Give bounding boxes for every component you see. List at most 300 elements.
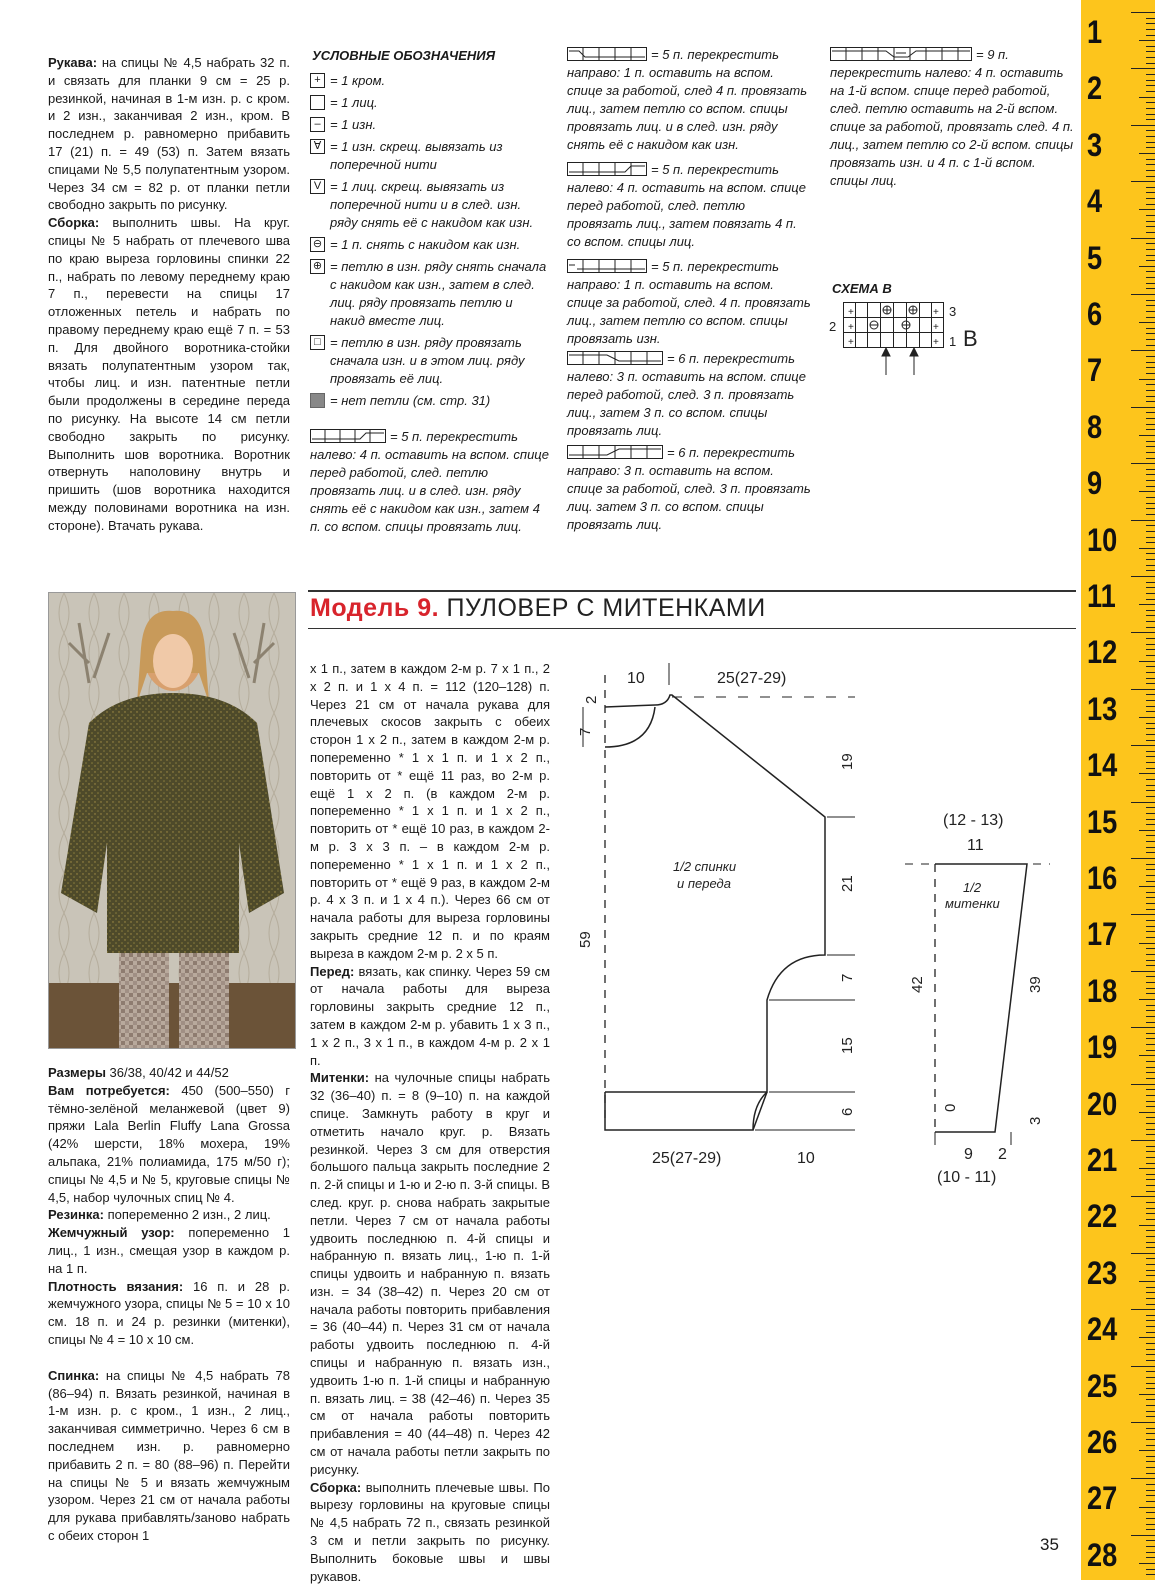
ruler-tick [1146, 976, 1155, 977]
ruler-tick [1139, 153, 1155, 154]
ruler-tick [1146, 1038, 1155, 1039]
cross-block-4: = 6 п. перекрестить налево: 3 п. оставить на вспом. спице перед работой, след. 3 п. провязать лиц., затем 3 п. со вспом. спицы провязать лиц. [567, 351, 806, 438]
ruler-number: 4 [1087, 183, 1103, 220]
plus-circle-box-icon: ⊕ [310, 259, 325, 274]
ruler-tick [1146, 46, 1155, 47]
ruler-tick [1131, 971, 1155, 972]
ruler-tick [1146, 1411, 1155, 1412]
ruler-tick [1146, 852, 1155, 853]
ruler-tick [1146, 756, 1155, 757]
ruler-tick [1146, 1473, 1155, 1474]
ruler-tick [1146, 1258, 1155, 1259]
mitten-dim-39: 39 [1027, 976, 1044, 993]
ruler-tick [1146, 1067, 1155, 1068]
cross-block-6: = 9 п. перекрестить налево: 4 п. оставить на 1-й вспом. спице перед работой, след. петлю оставить на 2-й вспом. спице за работой, провязать след. 4 п. лиц., затем петлю со 2-й вспом. спицы провязать изн. и 4 п. с 1-й вспом. спицы лиц. [830, 47, 1074, 188]
measuring-ruler [1081, 0, 1155, 1580]
ruler-tick [1146, 1072, 1155, 1073]
cross-block-3: = 5 п. перекрестить направо: 1 п. оставить на вспом. спице за работой, след. 4 п. провязать лиц., затем петлю со вспом. спицы провязать изн. [567, 259, 811, 346]
model-title: Модель 9. ПУЛОВЕР С МИТЕНКАМИ [310, 594, 766, 622]
ruler-tick [1146, 384, 1155, 385]
ruler-number: 14 [1087, 747, 1118, 784]
ruler-tick [1131, 689, 1155, 690]
ruler-tick [1139, 266, 1155, 267]
ruler-tick [1146, 1134, 1155, 1135]
plus-box-icon: + [310, 73, 325, 88]
ruler-tick [1146, 1179, 1155, 1180]
ruler-tick [1131, 1084, 1155, 1085]
ruler-tick [1146, 198, 1155, 199]
ruler-tick [1146, 644, 1155, 645]
ruler-tick [1146, 835, 1155, 836]
body-dim-59: 59 [577, 931, 594, 948]
ruler-number: 26 [1087, 1424, 1118, 1460]
ruler-tick [1131, 350, 1155, 351]
mitten-dim-42: 42 [909, 976, 926, 993]
ruler-tick [1146, 988, 1155, 989]
ruler-tick [1146, 187, 1155, 188]
legend-item: ∀ = 1 изн. скрещ. вывязать из поперечной нити [310, 138, 550, 174]
legend-item: + = 1 кром. [310, 72, 550, 90]
ruler-number: 6 [1087, 296, 1103, 332]
cross-5-left-icon [567, 162, 647, 176]
ruler-tick [1146, 1354, 1155, 1355]
schema-b-row2: 2 [829, 319, 837, 334]
ruler-tick [1131, 1478, 1155, 1479]
ruler-tick [1146, 1202, 1155, 1203]
ruler-tick [1131, 1196, 1155, 1197]
ruler-tick [1139, 1450, 1155, 1451]
ruler-tick [1146, 1157, 1155, 1158]
ruler-tick [1146, 1022, 1155, 1023]
ruler-tick [1146, 159, 1155, 160]
ruler-tick [1146, 666, 1155, 667]
ruler-tick [1146, 333, 1155, 334]
ruler-tick [1146, 1349, 1155, 1350]
ruler-number: 11 [1087, 578, 1116, 614]
ruler-tick [1146, 221, 1155, 222]
ruler-tick [1146, 678, 1155, 679]
ruler-tick [1146, 1484, 1155, 1485]
ruler-tick [1146, 119, 1155, 120]
ruler-tick [1146, 897, 1155, 898]
ruler-tick [1139, 379, 1155, 380]
mitten-top-width: 11 [967, 837, 984, 854]
ruler-tick [1146, 807, 1155, 808]
ruler-tick [1146, 706, 1155, 707]
minus-circle-box-icon: ⊖ [310, 237, 325, 252]
ruler-tick [1146, 1010, 1155, 1011]
ruler-tick [1146, 711, 1155, 712]
ruler-tick [1146, 1298, 1155, 1299]
ruler-tick [1146, 638, 1155, 639]
body-dim-6: 6 [839, 1107, 856, 1116]
ruler-tick [1146, 367, 1155, 368]
ruler-tick [1146, 1270, 1155, 1271]
mitten-diagram [905, 800, 1055, 1190]
ruler-tick [1146, 926, 1155, 927]
ruler-tick [1146, 1304, 1155, 1305]
legend-title: УСЛОВНЫЕ ОБОЗНАЧЕНИЯ [312, 48, 496, 63]
ruler-tick [1146, 1191, 1155, 1192]
ruler-tick [1146, 300, 1155, 301]
ruler-tick [1146, 497, 1155, 498]
ruler-tick [1146, 615, 1155, 616]
ruler-tick [1146, 1371, 1155, 1372]
ruler-tick [1146, 796, 1155, 797]
ruler-tick [1146, 271, 1155, 272]
cross-9-left-icon [830, 47, 972, 61]
ruler-tick [1146, 458, 1155, 459]
ruler-tick [1146, 486, 1155, 487]
ruler-tick [1146, 621, 1155, 622]
ruler-tick [1146, 525, 1155, 526]
schema-b-row1: 1 [949, 334, 957, 349]
sleeves-assembly-text: Рукава: на спицы № 4,5 набрать 32 п. и связать для планки 9 см = 25 р. резинкой, начиная в 1-м изн. р. с кром. и 2 изн., заканчивая 2 изн., кром. В последнем р. равномерно прибавить 17 (21) п. = 49 (53) п. Затем вязать спицами № 5,5 полупатентным узором. Через 34 см = 82 р. от планки петли свободно закрыть по рисунку. Сборка: выполнить швы. На круг. спицы № 5 набрать от плечевого шва по краю выреза горловины спинки 22 п., набрать по левому переднему краю 7 п., перевести на спицы 17 отложенных петель и набрать по правому переднему краю ещё 7 п. = 53 п. Для двойного воротника-стойки вязать полупатентным узором так, чтобы лиц. и изн. патентные петли были продолжены в середине переда по рисунку. На высоте 14 см петли свободно закрыть по рисунку. Выполнить шов воротника. Воротник отвернуть наполовину внутрь и пришить (шов воротника находится между половинами воротника на изн. стороне). Втачать рукава. [48, 55, 290, 533]
ruler-tick [1146, 672, 1155, 673]
ruler-tick [1146, 553, 1155, 554]
ruler-tick [1146, 931, 1155, 932]
ruler-tick [1139, 604, 1155, 605]
ruler-tick [1146, 373, 1155, 374]
specs-text: Размеры 36/38, 40/42 и 44/52 Вам потребуется: 450 (500–550) г тёмно-зелёной меланжевой (цвет 9) пряжи Lala Berlin Fluffy Lana Grossa (42% шерсти, 18% мохера, 19% альпака, 21% полиамида, 175 м/50 г); спицы № 4,5 и № 5, круговые спицы № 4,5, набор чулочных спиц № 4. Резинка: попеременно 2 изн., 2 лиц. Жемчужный узор: попеременно 1 лиц., 1 изн., смещая узор в каждом р. на 1 п. Плотность вязания: 16 п. и 28 р. жемчужного узора, спицы № 5 = 10 х 10 см. 18 п. и 24 р. резинки (митенки), спицы № 4 = 10 х 10 см. Спинка: на спицы № 4,5 набрать 78 (86–94) п. Вязать резинкой, начиная в 1-м изн. р. с кром., 1 изн., 2 лиц., заканчивая симметрично. Через 6 см в последнем изн. р. равномерно прибавить 2 п. = 80 (88–96) п. Перейти на спицы № 5 и вязать жемчужным узором. Через 21 см от начала работы для рукава прибавлять/заново набрать с обеих сторон 1 [48, 1065, 291, 1543]
ruler-tick [1146, 1208, 1155, 1209]
ruler-tick [1146, 108, 1155, 109]
ruler-tick [1131, 1253, 1155, 1254]
ruler-tick [1131, 914, 1155, 915]
mitten-bottom-width: 9 [964, 1146, 973, 1163]
ruler-tick [1146, 649, 1155, 650]
ruler-tick [1146, 136, 1155, 137]
ruler-tick [1139, 999, 1155, 1000]
ruler-tick [1146, 396, 1155, 397]
ruler-tick [1131, 1366, 1155, 1367]
ruler-tick [1146, 582, 1155, 583]
ruler-tick [1146, 768, 1155, 769]
ruler-tick [1146, 418, 1155, 419]
ruler-number: 12 [1087, 634, 1118, 671]
legend-item: V = 1 лиц. скрещ. вывязать из поперечной нити и в след. изн. ряду снять её с накидом как изн. [310, 178, 550, 232]
ruler-tick [1146, 531, 1155, 532]
cross-block-1: = 5 п. перекрестить направо: 1 п. оставить на вспом. спице за работой, след 4 п. провязать лиц., затем петлю со вспом. спицы провязать лиц. и в след. изн. ряду снять её с накидом как изн. [567, 47, 808, 152]
ruler-tick [1146, 1546, 1155, 1547]
ruler-tick [1146, 819, 1155, 820]
ruler-tick [1146, 700, 1155, 701]
ruler-number: 15 [1087, 803, 1118, 840]
mitten-bottom-2: 2 [998, 1146, 1007, 1163]
ruler-tick [1139, 1055, 1155, 1056]
ruler-tick [1146, 881, 1155, 882]
ruler-tick [1146, 204, 1155, 205]
ruler-tick [1146, 1467, 1155, 1468]
ruler-tick [1146, 176, 1155, 177]
ruler-number: 28 [1087, 1536, 1118, 1573]
svg-text:+: + [933, 322, 939, 333]
body-dim-2: 2 [583, 695, 600, 704]
ruler-tick [1146, 864, 1155, 865]
ruler-tick [1146, 1490, 1155, 1491]
ruler-tick [1146, 627, 1155, 628]
ruler-tick [1139, 1563, 1155, 1564]
ruler-tick [1146, 723, 1155, 724]
ruler-tick [1146, 1095, 1155, 1096]
body-dim-15: 15 [839, 1037, 856, 1054]
mitten-top-range: (12 - 13) [943, 812, 1004, 829]
ruler-tick [1139, 491, 1155, 492]
ruler-tick [1146, 751, 1155, 752]
ruler-tick [1146, 909, 1155, 910]
ruler-tick [1146, 503, 1155, 504]
body-diagram [565, 655, 865, 1185]
legend-item: – = 1 изн. [310, 116, 550, 134]
ruler-tick [1146, 339, 1155, 340]
ruler-tick [1146, 1185, 1155, 1186]
ruler-tick [1146, 142, 1155, 143]
ruler-tick [1146, 1501, 1155, 1502]
ruler-tick [1146, 1428, 1155, 1429]
ruler-tick [1146, 1433, 1155, 1434]
ruler-number: 21 [1087, 1142, 1118, 1178]
ruler-tick [1146, 1123, 1155, 1124]
ruler-tick [1139, 943, 1155, 944]
ruler-tick [1131, 1140, 1155, 1141]
ruler-tick [1146, 1518, 1155, 1519]
ruler-tick [1146, 1524, 1155, 1525]
ruler-tick [1146, 1383, 1155, 1384]
legend-item: = нет петли (см. стр. 31) [310, 392, 550, 410]
ruler-tick [1139, 661, 1155, 662]
ruler-tick [1146, 164, 1155, 165]
gray-box-icon [310, 393, 325, 408]
ruler-tick [1146, 1061, 1155, 1062]
ruler-tick [1146, 655, 1155, 656]
cross-block-2: = 5 п. перекрестить налево: 4 п. оставить на вспом. спице перед работой, след. петлю провязать лиц., затем повязать 4 п. со вспом. спицы лиц. [567, 162, 806, 249]
ruler-tick [1146, 1033, 1155, 1034]
cross-5-right-purl-icon [567, 259, 647, 273]
ruler-tick [1146, 63, 1155, 64]
legend-list [310, 72, 550, 414]
ruler-tick [1146, 1456, 1155, 1457]
ruler-tick [1146, 542, 1155, 543]
ruler-tick [1146, 1292, 1155, 1293]
ruler-number: 19 [1087, 1029, 1118, 1066]
ruler-tick [1146, 965, 1155, 966]
ruler-tick [1146, 1230, 1155, 1231]
ruler-tick [1146, 480, 1155, 481]
ruler-tick [1146, 790, 1155, 791]
schema-b-chart [825, 298, 985, 378]
ruler-tick [1146, 514, 1155, 515]
ruler-tick [1146, 305, 1155, 306]
ruler-tick [1146, 1050, 1155, 1051]
ruler-tick [1146, 694, 1155, 695]
ruler-tick [1146, 345, 1155, 346]
ruler-tick [1146, 948, 1155, 949]
ruler-tick [1146, 401, 1155, 402]
ruler-tick [1131, 1535, 1155, 1536]
body-dim-21: 21 [839, 875, 856, 892]
ruler-number: 18 [1087, 972, 1118, 1009]
ruler-tick [1146, 80, 1155, 81]
ruler-tick [1146, 283, 1155, 284]
ruler-number: 23 [1087, 1254, 1118, 1291]
cross-5-right-icon [567, 47, 647, 61]
ruler-tick [1146, 1569, 1155, 1570]
ruler-tick [1131, 125, 1155, 126]
schema-b-letter: B [963, 326, 978, 351]
ruler-tick [1146, 170, 1155, 171]
ruler-tick [1139, 1112, 1155, 1113]
ruler-number: 25 [1087, 1367, 1118, 1404]
ruler-tick [1146, 869, 1155, 870]
ruler-tick [1146, 1405, 1155, 1406]
ruler-tick [1146, 779, 1155, 780]
ruler-tick [1131, 632, 1155, 633]
ruler-tick [1146, 1360, 1155, 1361]
ruler-tick [1146, 1416, 1155, 1417]
ruler-number: 1 [1087, 14, 1103, 50]
ruler-tick [1139, 209, 1155, 210]
ruler-number: 9 [1087, 465, 1103, 502]
empty-box-icon [310, 95, 325, 110]
instructions-text: х 1 п., затем в каждом 2-м р. 7 х 1 п., 2 х 2 п. и 1 х 4 п. = 112 (120–128) п. Через 21 см от начала рукава для плечевых скосов закрыть с обеих сторон 1 х 2 п., затем в каждом 2-м р. попеременно * 1 х 1 п. и 1 х 2 п., повторить от * ещё 11 раз, во 2-м р. ещё 1 х 2 п. (в каждом 2-м р. попеременно * 1 х 1 п. и 1 х 2 п., повторить от * ещё 10 раз, в каждом 2-м р. 3 х 3 п. – в каждом 2-м р. попеременно * 1 х 1 п. и 1 х 2 п., повторить от * ещё 9 раз, в каждом 2-м р. 4 х 3 п. и 1 х 4 п.). Через 66 см от начала работы для выреза горловины закрыть средние 12 п. и по краям выреза в каждом 2-м р. 2 х 5 п. Перед: вязать, как спинку. Через 59 см от начала работы для выреза горловины закрыть средние 12 п., затем в каждом 2-м р. убавить 1 х 3 п., 1 х 2 п., 3 х 1 п., в каждом 4-м р. 2 х 1 п. Митенки: на чулочные спицы набрать 32 (36–40) п. = 8 (9–10) п. на каждой спице. Замкнуть работу в круг и отметить начало круг. р. Вязать резинкой. Через 3 см для отверстия большого пальца закрыть последние 2 п. 2-й спицы и 1-ю и 2-ю п. 3-й спицы. В след. круг. р. снова набрать закрытые петли. Через 7 см от начала работы удвоить последнюю п. 4-й спицы и набранную п. вязать лиц., 1-ю п. 1-й спицы удвоить и набранную п. вязать изн. = 34 (38–42) п. Через 20 см от начала работы повторить прибавления = 36 (40–44) п. Через 31 см от начала работы удвоить последнюю п. 4-й спицы и набранную п. вязать изн., удвоить 1-ю п. 1-й спицы и набранную п. вязать лиц. = 38 (42–46) п. Через 35 см от начала работы повторить прибавления = 40 (44–48) п. Через 42 см от начала работы петли закрыть по рисунку. Сборка: выполнить плечевые швы. По вырезу горловины на круговые спицы № 4,5 набрать 72 п., связать резинкой 3 см и петли закрыть по рисунку. Выполнить боковые швы и швы рукавов. [310, 661, 550, 1584]
ruler-tick [1146, 960, 1155, 961]
ruler-tick [1131, 463, 1155, 464]
legend-item: = 1 лиц. [310, 94, 550, 112]
ruler-tick [1146, 57, 1155, 58]
ruler-tick [1146, 937, 1155, 938]
ruler-tick [1131, 745, 1155, 746]
body-piece-label-2: и переда [677, 876, 731, 891]
ruler-tick [1146, 1275, 1155, 1276]
ruler-tick [1146, 559, 1155, 560]
ruler-tick [1146, 1078, 1155, 1079]
ruler-number: 16 [1087, 860, 1118, 896]
ruler-tick [1139, 322, 1155, 323]
ruler-tick [1146, 954, 1155, 955]
ruler-tick [1146, 362, 1155, 363]
ruler-tick [1146, 734, 1155, 735]
mitten-dim-0: 0 [942, 1103, 959, 1112]
ruler-tick [1139, 1394, 1155, 1395]
model-photo [48, 592, 296, 1049]
ruler-tick [1131, 1422, 1155, 1423]
ruler-tick [1139, 1225, 1155, 1226]
ruler-tick [1139, 40, 1155, 41]
ruler-tick [1146, 1377, 1155, 1378]
ruler-tick [1146, 1399, 1155, 1400]
ruler-tick [1146, 255, 1155, 256]
ruler-tick [1139, 886, 1155, 887]
cross-5-left-icon [310, 429, 386, 443]
ruler-tick [1146, 599, 1155, 600]
ruler-tick [1146, 1287, 1155, 1288]
ruler-tick [1146, 762, 1155, 763]
ruler-tick [1146, 215, 1155, 216]
ruler-number: 22 [1087, 1198, 1118, 1235]
ruler-tick [1146, 29, 1155, 30]
ruler-tick [1146, 23, 1155, 24]
page-number: 35 [1040, 1535, 1059, 1554]
body-dim-7: 7 [577, 727, 594, 736]
ruler-tick [1146, 1117, 1155, 1118]
ruler-tick [1146, 1540, 1155, 1541]
ruler-tick [1146, 892, 1155, 893]
ruler-tick [1146, 1242, 1155, 1243]
ruler-number: 7 [1087, 352, 1103, 389]
ruler-tick [1146, 277, 1155, 278]
legend-item: ⊖ = 1 п. снять с накидом как изн. [310, 236, 550, 254]
ruler-number: 8 [1087, 408, 1103, 445]
body-dim-19: 19 [839, 753, 856, 770]
mitten-bottom-range: (10 - 11) [937, 1169, 997, 1186]
ruler-number: 5 [1087, 239, 1103, 276]
ruler-tick [1131, 238, 1155, 239]
cross-6-right-icon [567, 445, 663, 459]
ruler-number: 2 [1087, 70, 1103, 107]
ruler-tick [1146, 226, 1155, 227]
ruler-tick [1139, 1337, 1155, 1338]
ruler-tick [1131, 576, 1155, 577]
ruler-tick [1146, 847, 1155, 848]
ruler-tick [1146, 1332, 1155, 1333]
ruler-tick [1146, 993, 1155, 994]
ruler-tick [1146, 1151, 1155, 1152]
square-box-icon: □ [310, 335, 325, 350]
ruler-tick [1139, 435, 1155, 436]
ruler-tick [1146, 1247, 1155, 1248]
ruler-tick [1146, 1219, 1155, 1220]
mitten-label-2: митенки [945, 896, 1000, 911]
ruler-tick [1139, 1281, 1155, 1282]
inverted-v-box-icon: ∀ [310, 139, 325, 154]
ruler-tick [1146, 1557, 1155, 1558]
ruler-tick [1131, 181, 1155, 182]
ruler-tick [1146, 469, 1155, 470]
title-rule-bottom [308, 628, 1076, 629]
ruler-tick [1146, 982, 1155, 983]
ruler-tick [1146, 328, 1155, 329]
ruler-number: 13 [1087, 690, 1118, 727]
ruler-number: 17 [1087, 916, 1118, 953]
ruler-tick [1146, 1016, 1155, 1017]
ruler-tick [1146, 114, 1155, 115]
body-piece-label-1: 1/2 спинки [673, 859, 737, 874]
ruler-tick [1131, 1027, 1155, 1028]
body-top-left-dim: 10 [627, 670, 645, 687]
ruler-tick [1131, 12, 1155, 13]
ruler-tick [1146, 102, 1155, 103]
ruler-tick [1139, 97, 1155, 98]
svg-text:+: + [848, 337, 854, 348]
ruler-tick [1146, 311, 1155, 312]
ruler-tick [1146, 1512, 1155, 1513]
ruler-tick [1146, 1174, 1155, 1175]
ruler-tick [1139, 773, 1155, 774]
svg-text:+: + [933, 337, 939, 348]
ruler-tick [1146, 593, 1155, 594]
ruler-tick [1146, 1005, 1155, 1006]
ruler-tick [1131, 294, 1155, 295]
ruler-tick [1146, 1106, 1155, 1107]
ruler-tick [1146, 1529, 1155, 1530]
v-box-icon: V [310, 179, 325, 194]
ruler-tick [1146, 1315, 1155, 1316]
ruler-tick [1146, 1495, 1155, 1496]
ruler-tick [1146, 1089, 1155, 1090]
ruler-tick [1146, 1439, 1155, 1440]
ruler-tick [1146, 728, 1155, 729]
ruler-tick [1146, 474, 1155, 475]
